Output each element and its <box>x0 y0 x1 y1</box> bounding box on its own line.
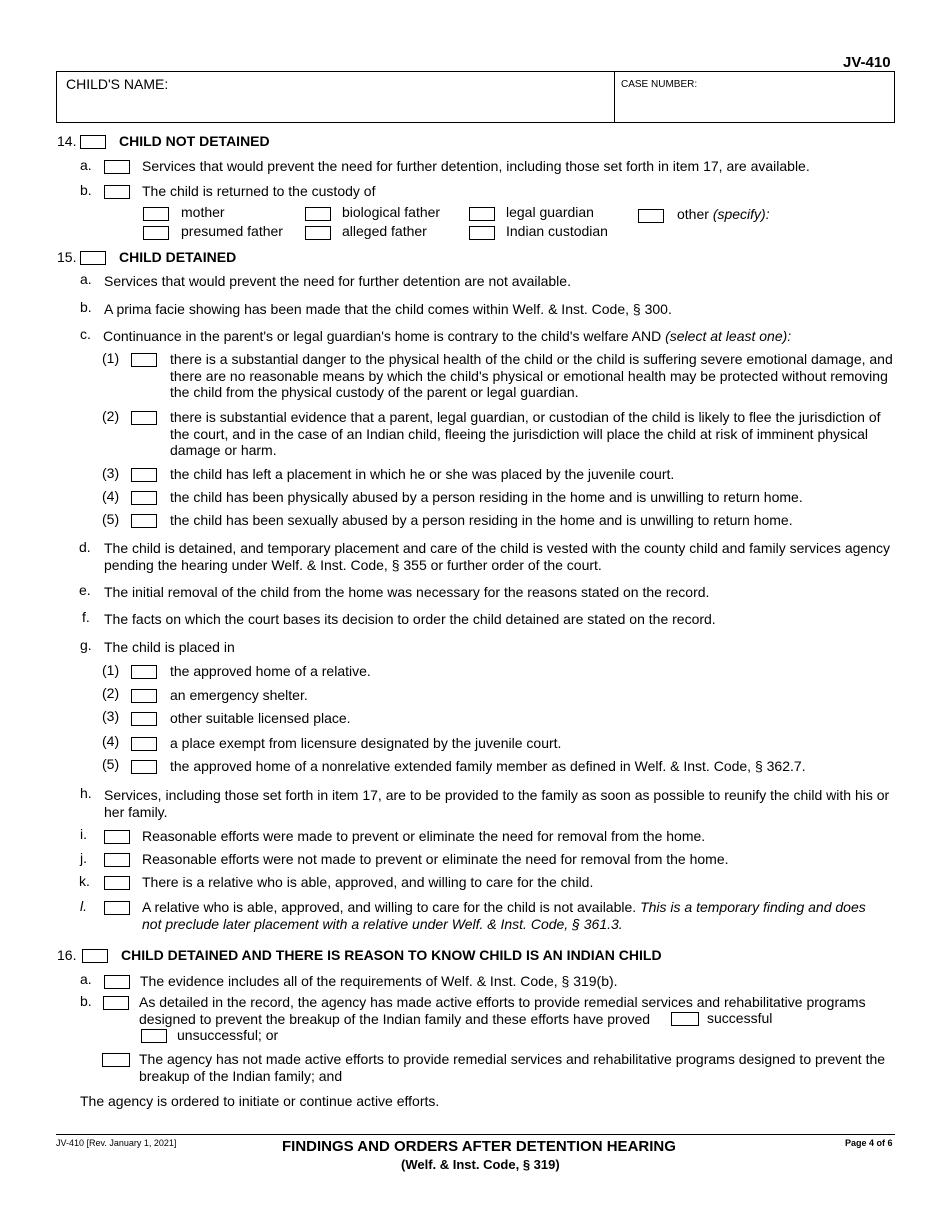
efforts-unsuccessful-label: unsuccessful; or <box>177 1027 279 1043</box>
custody-biological-father-checkbox[interactable] <box>305 207 331 221</box>
item-15c4-checkbox[interactable] <box>131 491 157 505</box>
header-box <box>56 71 895 123</box>
item-15c5-text: the child has been sexually abused by a person residing in the home and is unwilling to return home. <box>170 512 793 528</box>
item-15c3-checkbox[interactable] <box>131 468 157 482</box>
custody-legal-guardian-label: legal guardian <box>506 204 594 220</box>
no-active-efforts-checkbox[interactable] <box>102 1053 130 1067</box>
item-15d-letter: d. <box>79 539 91 555</box>
footer-revision: JV-410 [Rev. January 1, 2021] <box>56 1138 177 1148</box>
item-15e-letter: e. <box>79 582 91 598</box>
item-15c5-number: (5) <box>102 511 120 527</box>
custody-other-specify: (specify): <box>712 206 770 222</box>
item-14a-checkbox[interactable] <box>104 160 130 174</box>
ordered-active-efforts-text: The agency is ordered to initiate or continue active efforts. <box>80 1093 440 1109</box>
custody-biological-father-label: biological father <box>342 204 441 220</box>
item-15-title: CHILD DETAINED <box>119 249 237 265</box>
item-15c1-number: (1) <box>102 350 120 366</box>
item-14b-checkbox[interactable] <box>104 185 130 199</box>
footer-form-subtitle: (Welf. & Inst. Code, § 319) <box>401 1157 560 1172</box>
item-16b-text: As detailed in the record, the agency has made active efforts to provide remedial services and rehabilitative programs designed to prevent the breakup of the Indian family and these efforts have proved <box>139 994 866 1027</box>
custody-indian-custodian-label: Indian custodian <box>506 223 608 239</box>
custody-alleged-father-label: alleged father <box>342 223 427 239</box>
item-15l-checkbox[interactable] <box>104 901 130 915</box>
item-15i-checkbox[interactable] <box>104 830 130 844</box>
item-15k-checkbox[interactable] <box>104 876 130 890</box>
item-14-number: 14. <box>57 133 77 149</box>
item-15g4-number: (4) <box>102 733 120 749</box>
item-15g3-checkbox[interactable] <box>131 712 157 726</box>
item-15h-text: Services, including those set forth in item 17, are to be provided to the family as soon as possible to reunify the child with his or her family. <box>104 787 890 820</box>
no-active-efforts-text: The agency has not made active efforts to provide remedial services and rehabilitative programs designed to prevent the breakup of the Indian family; and <box>139 1051 886 1084</box>
item-15g5-text: the approved home of a nonrelative extended family member as defined in Welf. & Inst. Code, § 362.7. <box>170 758 806 774</box>
custody-other-text: other <box>677 206 709 222</box>
item-15a-text: Services that would prevent the need for further detention are not available. <box>104 273 571 289</box>
item-14-checkbox[interactable] <box>80 135 106 149</box>
custody-indian-custodian-checkbox[interactable] <box>469 226 495 240</box>
item-15c5-checkbox[interactable] <box>131 514 157 528</box>
item-16-number: 16. <box>57 947 77 963</box>
custody-other-checkbox[interactable] <box>638 209 664 223</box>
item-15g2-text: an emergency shelter. <box>170 687 308 703</box>
item-15g2-number: (2) <box>102 685 120 701</box>
custody-mother-label: mother <box>181 204 225 220</box>
item-15g4-text: a place exempt from licensure designated by the juvenile court. <box>170 735 562 751</box>
custody-presumed-father-checkbox[interactable] <box>143 226 169 240</box>
item-16a-checkbox[interactable] <box>104 975 130 989</box>
efforts-successful-checkbox[interactable] <box>671 1012 699 1026</box>
item-16b-letter: b. <box>80 993 92 1009</box>
item-15c3-number: (3) <box>102 465 120 481</box>
item-15g3-number: (3) <box>102 708 120 724</box>
item-15g1-checkbox[interactable] <box>131 665 157 679</box>
footer-form-title: FINDINGS AND ORDERS AFTER DETENTION HEARING <box>282 1138 676 1155</box>
item-15c3-text: the child has left a placement in which he or she was placed by the juvenile court. <box>170 466 675 482</box>
footer-page-number: Page 4 of 6 <box>845 1138 893 1148</box>
item-15b-text: A prima facie showing has been made that the child comes within Welf. & Inst. Code, § 300. <box>104 301 672 317</box>
item-15f-text: The facts on which the court bases its decision to order the child detained are stated on the record. <box>104 611 716 627</box>
custody-presumed-father-label: presumed father <box>181 223 283 239</box>
item-15-number: 15. <box>57 249 77 265</box>
item-15g1-text: the approved home of a relative. <box>170 663 371 679</box>
item-15c4-number: (4) <box>102 488 120 504</box>
case-number-label: CASE NUMBER: <box>621 79 698 90</box>
item-15i-letter: i. <box>80 826 87 842</box>
item-15c4-text: the child has been physically abused by a person residing in the home and is unwilling to return home. <box>170 489 803 505</box>
item-15g-text: The child is placed in <box>104 639 235 655</box>
item-15l-main: A relative who is able, approved, and willing to care for the child is not available. <box>142 899 641 915</box>
item-15c2-checkbox[interactable] <box>131 411 157 425</box>
item-15c2-text: there is substantial evidence that a parent, legal guardian, or custodian of the child is likely to flee the jurisdiction of the court, and in the case of an Indian child, fleeing the jurisdiction will place the child at risk of imminent physical damage or harm. <box>170 409 881 458</box>
form-id: JV-410 <box>843 54 891 71</box>
custody-alleged-father-checkbox[interactable] <box>305 226 331 240</box>
item-14a-letter: a. <box>80 157 92 173</box>
item-16a-letter: a. <box>80 971 92 987</box>
item-15g-letter: g. <box>80 637 92 653</box>
item-15f-letter: f. <box>82 609 90 625</box>
item-15i-text: Reasonable efforts were made to prevent or eliminate the need for removal from the home. <box>142 828 706 844</box>
item-15l-letter: l. <box>80 898 87 914</box>
item-15-checkbox[interactable] <box>80 251 106 265</box>
item-15h-letter: h. <box>80 785 92 801</box>
item-15b-letter: b. <box>80 299 92 315</box>
header-divider <box>614 71 615 123</box>
item-16a-text: The evidence includes all of the requirements of Welf. & Inst. Code, § 319(b). <box>140 973 618 989</box>
item-15g4-checkbox[interactable] <box>131 737 157 751</box>
item-15l-text <box>142 899 887 932</box>
item-15c-main: Continuance in the parent's or legal guardian's home is contrary to the child's welfare AND <box>103 328 666 344</box>
item-15e-text: The initial removal of the child from the home was necessary for the reasons stated on the record. <box>104 584 710 600</box>
item-15j-letter: j. <box>80 850 87 866</box>
child-name-label: CHILD'S NAME: <box>66 76 169 92</box>
item-15k-letter: k. <box>79 873 90 889</box>
item-16-title: CHILD DETAINED AND THERE IS REASON TO KNOW CHILD IS AN INDIAN CHILD <box>121 947 662 963</box>
item-15c-letter: c. <box>80 326 91 342</box>
item-15a-letter: a. <box>80 271 92 287</box>
item-15c-text <box>103 328 791 344</box>
item-16-checkbox[interactable] <box>82 949 108 963</box>
footer-rule <box>56 1134 895 1135</box>
item-15c1-checkbox[interactable] <box>131 353 157 367</box>
custody-other-label <box>677 206 770 222</box>
item-16b-checkbox[interactable] <box>103 996 129 1010</box>
item-15l-note: This is a temporary finding and does not preclude later placement with a relative under Welf. & Inst. Code, § 361.3. <box>142 899 866 932</box>
item-14b-letter: b. <box>80 182 92 198</box>
item-15g5-checkbox[interactable] <box>131 760 157 774</box>
item-15c2-number: (2) <box>102 408 120 424</box>
efforts-successful-label: successful <box>707 1010 773 1026</box>
item-14a-text: Services that would prevent the need for further detention, including those set forth in item 17, are available. <box>142 158 810 174</box>
item-15g3-text: other suitable licensed place. <box>170 710 351 726</box>
item-15j-text: Reasonable efforts were not made to prevent or eliminate the need for removal from the home. <box>142 851 729 867</box>
item-15j-checkbox[interactable] <box>104 853 130 867</box>
item-15c-instruction: (select at least one): <box>665 328 792 344</box>
item-15k-text: There is a relative who is able, approved, and willing to care for the child. <box>142 874 594 890</box>
item-14-title: CHILD NOT DETAINED <box>119 133 270 149</box>
item-15c1-text: there is a substantial danger to the physical health of the child or the child is suffering severe emotional damage, and there are no reasonable means by which the child's physical or emotional health may be protected without removing the child from the physical custody of the parent or legal guardian. <box>170 351 893 400</box>
item-14b-text: The child is returned to the custody of <box>142 183 376 199</box>
item-15g1-number: (1) <box>102 662 120 678</box>
custody-mother-checkbox[interactable] <box>143 207 169 221</box>
custody-legal-guardian-checkbox[interactable] <box>469 207 495 221</box>
efforts-unsuccessful-checkbox[interactable] <box>141 1029 167 1043</box>
item-15g2-checkbox[interactable] <box>131 689 157 703</box>
item-15g5-number: (5) <box>102 756 120 772</box>
item-15d-text: The child is detained, and temporary placement and care of the child is vested with the county child and family services agency pending the hearing under Welf. & Inst. Code, § 355 or further order of the court. <box>104 540 890 573</box>
